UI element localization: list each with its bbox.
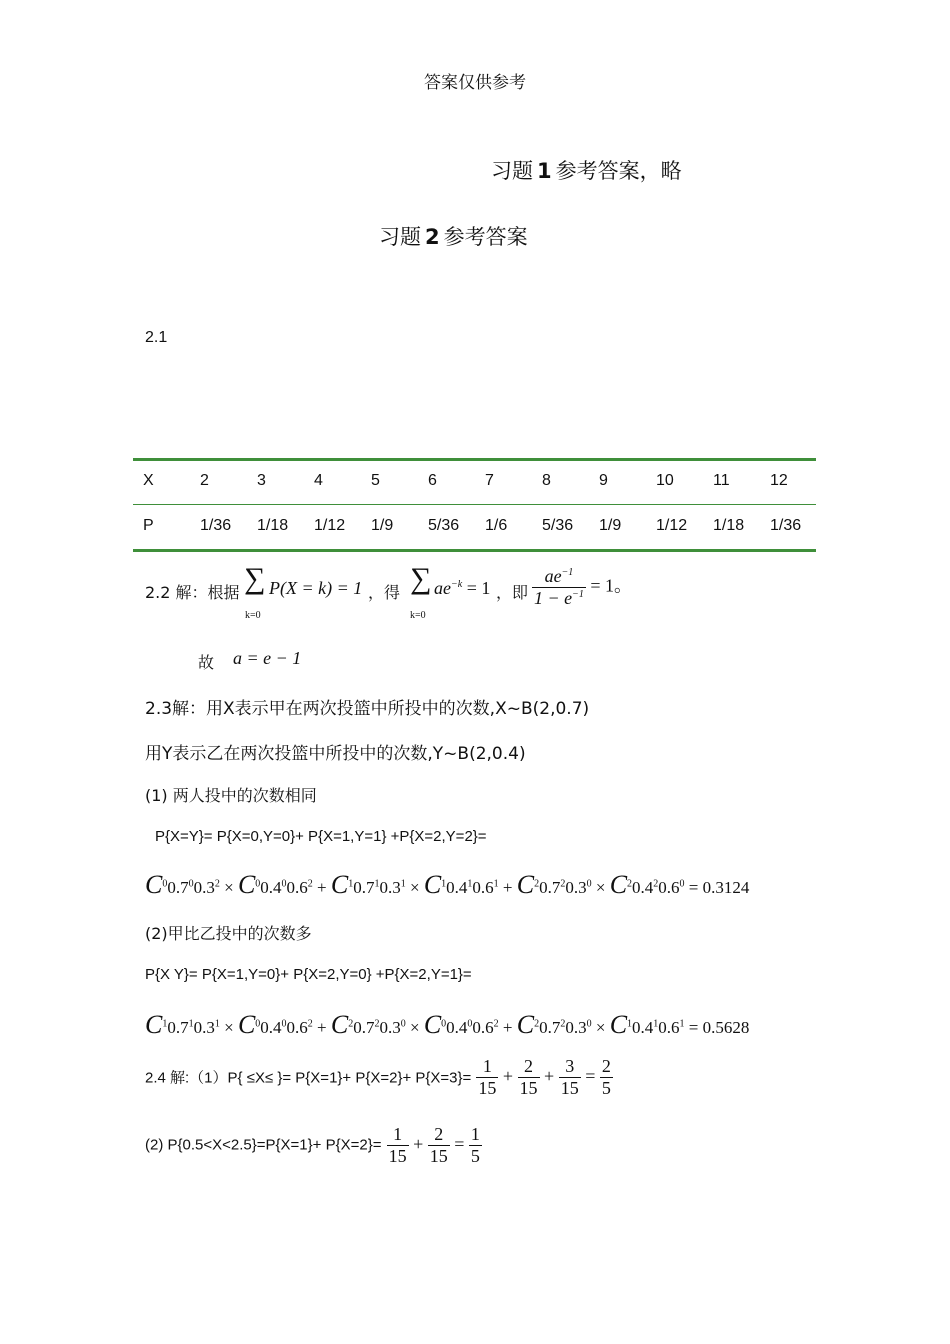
- table-cell: 10: [656, 471, 674, 489]
- title-exercise-1: 习题 1 参考答案，略: [491, 159, 682, 183]
- section-2-2-mid2: ，即: [496, 583, 529, 602]
- section-2-2-lead: 2.2 解：根据: [145, 583, 240, 602]
- table-cell: 11: [713, 471, 730, 489]
- table-cell: 1/9: [599, 516, 622, 534]
- table-cell: 1/18: [257, 516, 289, 534]
- equation-sum-ae: $ae^{-k} = 1$: [434, 578, 491, 598]
- table-cell: 5: [371, 471, 380, 489]
- fraction-ae: $\frac{ae^{-1}}{1 - e^{-1}}$ = 1。: [534, 566, 633, 608]
- table-cell: 1/36: [770, 516, 802, 534]
- sum-subscript-2: k=0: [410, 610, 426, 621]
- equation-sum-prob: P(X = k) = 1: [269, 578, 363, 598]
- section-2-1-label: 2.1: [145, 329, 168, 346]
- sum-subscript-1: k=0: [245, 610, 261, 621]
- conclusion-equation: a = e − 1: [233, 648, 302, 668]
- section-2-3-line1: 2.3解：用X表示甲在两次投篮中所投中的次数,X~B(2,0.7): [145, 699, 590, 719]
- table-cell: 5/36: [428, 516, 460, 534]
- question-2: (2)甲比乙投中的次数多: [145, 924, 312, 943]
- table-row: [133, 503, 816, 548]
- table-cell: 2: [200, 471, 209, 489]
- table-cell: 1/36: [200, 516, 232, 534]
- table-cell: 4: [314, 471, 323, 489]
- table-cell: 9: [599, 471, 608, 489]
- table-cell: 12: [770, 471, 788, 489]
- sum-sign-2: ∑: [410, 562, 432, 595]
- title-exercise-2: 习题 2 参考答案: [379, 225, 528, 249]
- table-cell: 1/18: [713, 516, 745, 534]
- question-2-equation: P{X Y}= P{X=1,Y=0}+ P{X=2,Y=0} +P{X=2,Y=1}=: [145, 966, 472, 983]
- table-cell: 8: [542, 471, 551, 489]
- table-cell: 7: [485, 471, 494, 489]
- table-cell: 6: [428, 471, 437, 489]
- table-row: [133, 458, 816, 503]
- table-bottom-rule: [133, 549, 816, 552]
- table-cell: 5/36: [542, 516, 574, 534]
- table-cell: 1/9: [371, 516, 394, 534]
- section-2-4-part2: (2) P{0.5<X<2.5}=P{X=1}+ P{X=2}= $\frac{1}{15}$ + $\frac{2}{15}$ = $\frac{1}{5}$: [145, 1124, 480, 1166]
- binomial-expression-2: $C^10.7^10.3^1 \times C^00.4^00.6^2 + C^20.7^20.3^0 \times C^00.4^00.6^2 + C^20.7^20.3^0 \times C^10.4^10.6^1 = 0.5628$: [145, 1010, 750, 1039]
- question-1-equation: P{X=Y}= P{X=0,Y=0}+ P{X=1,Y=1} +P{X=2,Y=2}=: [155, 828, 487, 845]
- table-cell: 1/12: [656, 516, 688, 534]
- table-cell: X: [143, 471, 154, 489]
- section-2-2-mid1: ，得: [368, 583, 401, 602]
- question-1: (1) 两人投中的次数相同: [145, 786, 317, 805]
- table-cell: 3: [257, 471, 266, 489]
- section-2-3-line2: 用Y表示乙在两次投篮中所投中的次数,Y~B(2,0.4): [145, 744, 526, 764]
- table-cell: 1/6: [485, 516, 508, 534]
- sum-sign-1: ∑: [244, 562, 266, 595]
- page-header: 答案仅供参考: [424, 73, 526, 93]
- section-2-4-part1: 2.4 解:（1）P{ ≤X≤ }= P{X=1}+ P{X=2}+ P{X=3}= $\frac{1}{15}$ + $\frac{2}{15}$ + $\frac{3}{15}$ = $\frac{2}{5}$: [145, 1056, 611, 1098]
- distribution-table: [133, 458, 816, 548]
- binomial-expression-1: $C^00.7^00.3^2 \times C^00.4^00.6^2 + C^10.7^10.3^1 \times C^10.4^10.6^1 + C^20.7^20.3^0 \times C^20.4^20.6^0 = 0.3124$: [145, 870, 750, 899]
- table-cell: P: [143, 516, 154, 534]
- conclusion-label: 故: [198, 653, 215, 672]
- table-cell: 1/12: [314, 516, 346, 534]
